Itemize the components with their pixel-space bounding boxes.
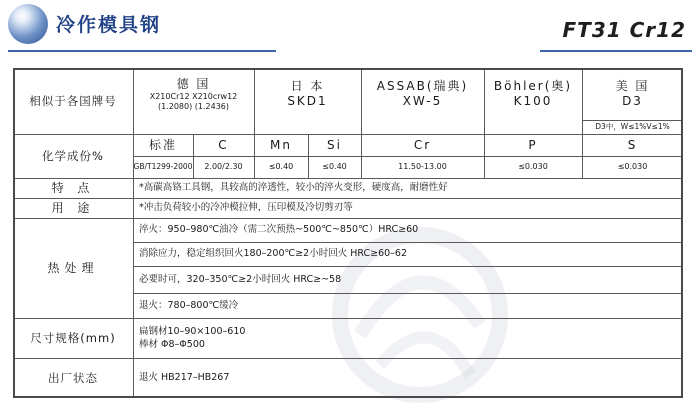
assab-country: ASSAB(瑞典) (376, 79, 469, 93)
element-si: Si (327, 137, 342, 152)
usa-grade: D3 (622, 94, 643, 108)
japan-country: 日 本 (290, 79, 325, 93)
usage-text: *冲击负荷较小的冷冲模拉伸，压印模及冷切剪刃等 (139, 202, 353, 214)
japan-grade: SKD1 (287, 94, 328, 108)
header-rule-left (8, 50, 276, 52)
grade-code: FT31 Cr12 (562, 18, 686, 42)
usage-label: 用 途 (51, 200, 95, 215)
spec-table (13, 68, 683, 398)
value-mn: ≤0.40 (268, 162, 294, 171)
dimensions-line-1: 扁钢材10–90×100–610 (139, 326, 246, 337)
usa-country: 美 国 (615, 79, 650, 93)
features-text: *高碳高铬工具钢，具较高的淬透性，较小的淬火变形，硬度高，耐磨性好 (139, 182, 448, 194)
features-label: 特 点 (51, 180, 95, 195)
element-cr: Cr (413, 137, 432, 152)
value-cr: 11.50-13.00 (398, 162, 447, 171)
value-si: ≤0.40 (322, 162, 347, 171)
dimensions-line-2: 棒材 Φ8–Φ500 (139, 339, 205, 350)
heat-treatment-line-2: 消除应力，稳定组织回火180–200℃≥2小时回火 HRC≥60–62 (139, 248, 407, 260)
page-title: 冷作模具钢 (56, 14, 162, 36)
delivery-text: 退火 HB217–HB267 (139, 372, 230, 384)
element-p: P (528, 137, 538, 152)
bohler-country: Böhler(奥) (493, 79, 573, 93)
germany-numbers: (1.2080) (1.2436) (157, 101, 229, 111)
element-mn: Mn (270, 137, 292, 152)
heat-treatment-line-4: 退火：780–800℃缓冷 (139, 299, 239, 311)
germany-country: 德 国 (176, 76, 211, 91)
table-frame (13, 68, 683, 398)
germany-grades: X210Cr12 X210crw12 (149, 91, 238, 101)
standard-label: 标准 (148, 137, 177, 152)
element-s: S (627, 137, 638, 152)
delivery-label: 出厂状态 (48, 370, 98, 385)
standard-code: GB/T1299-2000 (133, 162, 193, 172)
logo-sphere-icon (8, 4, 48, 44)
heat-treatment-line-1: 淬火：950–980℃油冷（需二次预热~500℃~850℃）HRC≥60 (139, 224, 419, 236)
value-p: ≤0.030 (518, 162, 548, 171)
chemistry-label: 化学成份% (42, 148, 104, 163)
equivalents-label: 相似于各国牌号 (29, 93, 117, 108)
usa-note: D3中，W≤1%V≤1% (595, 122, 670, 132)
element-c: C (218, 137, 229, 152)
value-c: 2.00/2.30 (204, 162, 243, 171)
header-rule-right (540, 50, 692, 52)
page-header (0, 0, 700, 62)
assab-grade: XW-5 (402, 94, 443, 108)
bohler-grade: K100 (513, 94, 553, 108)
value-s: ≤0.030 (617, 162, 648, 171)
heat-treatment-line-3: 必要时可，320–350℃≥2小时回火 HRC≥~58 (139, 273, 342, 285)
dimensions-label: 尺寸规格(mm) (30, 330, 116, 345)
heat-treatment-label: 热处理 (47, 260, 99, 275)
